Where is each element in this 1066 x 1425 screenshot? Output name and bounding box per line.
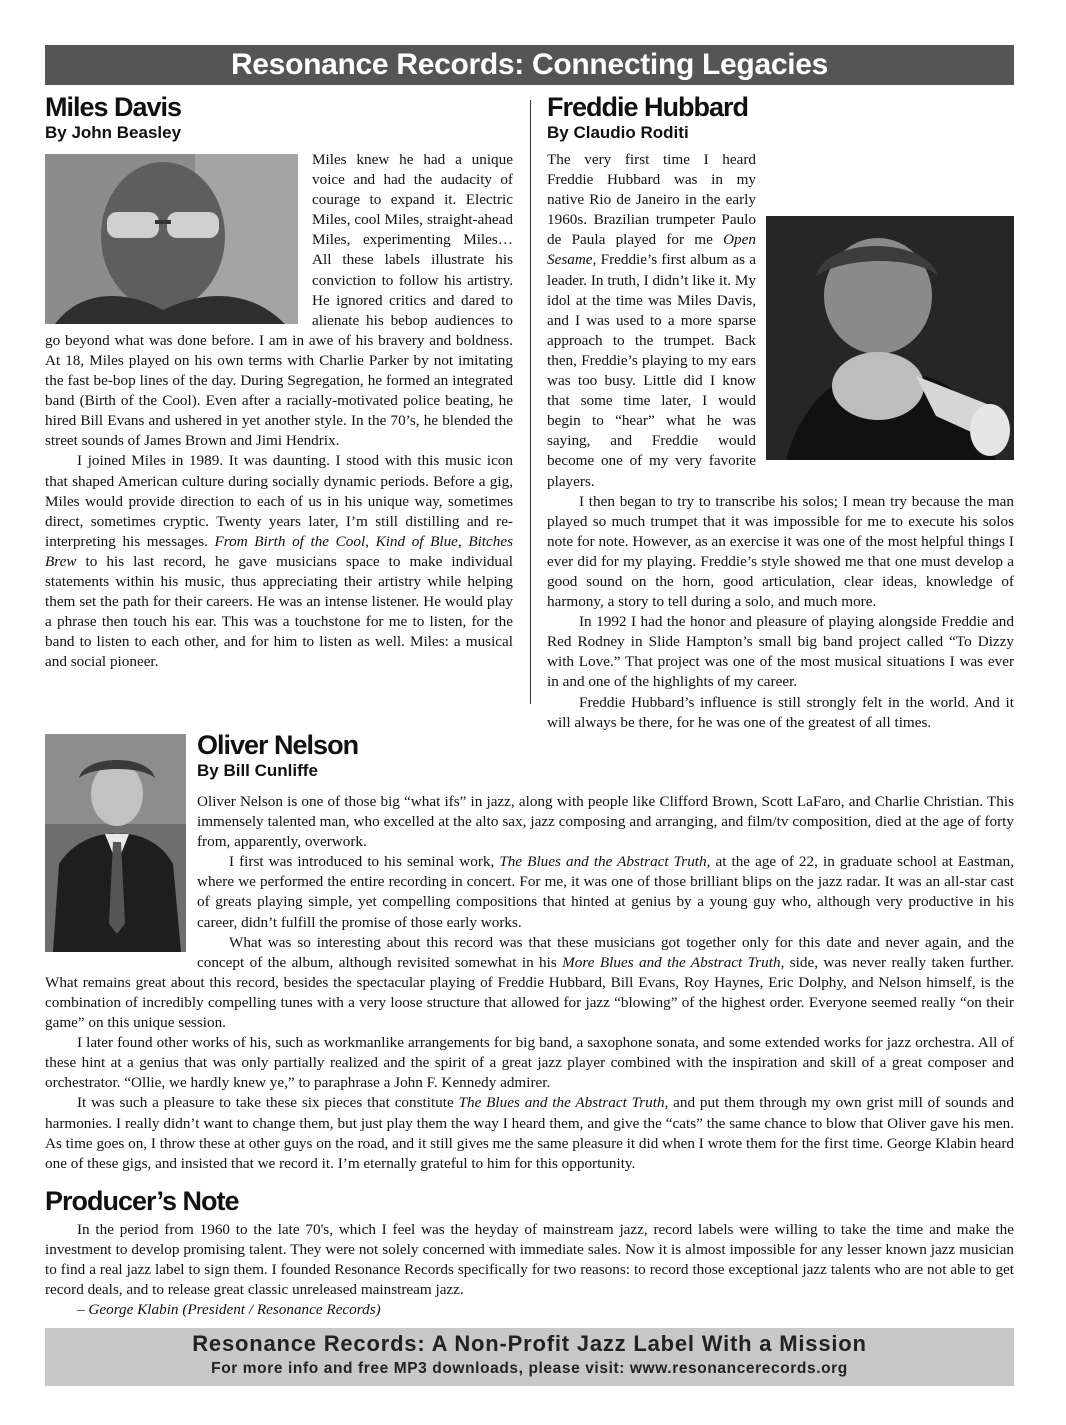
footer-banner [45, 1328, 1014, 1386]
page-banner: Resonance Records: Connecting Legacies [45, 45, 1014, 85]
signature: – George Klabin (President / Resonance Records) [77, 1301, 381, 1319]
article-heading: Oliver Nelson [197, 730, 359, 760]
article-oliver-nelson-header [197, 730, 597, 782]
paragraph: In 1992 I had the honor and pleasure of playing alongside Freddie and Red Rodney in Slide Hampton’s small big band project called “To Dizzy with Love.” That project was one of the most musical situations I was ever in and one of the highlights of my career. [547, 613, 1014, 691]
article-body [547, 150, 1014, 733]
footer-website-line: For more info and free MP3 downloads, please visit: www.resonancerecords.org [211, 1360, 848, 1377]
article-miles-davis [45, 92, 513, 672]
footer-tagline: Resonance Records: A Non-Profit Jazz Label With a Mission [192, 1331, 867, 1356]
paragraph: Freddie Hubbard’s influence is still strongly felt in the world. And it will always be there, for he was one of the greatest of all times. [547, 693, 1014, 731]
paragraph: I then began to try to transcribe his solos; I mean try because the man played so much trumpet that it was impossible for me to execute his solos note for note. However, as an exercise it was one of the most helpful things I ever did for my playing. Freddie’s style showed me that one must develop a good sound on the horn, good articulation, clear ideas, knowledge of harmony, a story to tell during a solo, and much more. [547, 492, 1014, 611]
column-divider [530, 100, 531, 704]
paragraph: The very first time I heard Freddie Hubbard was in my native Rio de Janeiro in the early 1960s. Brazilian trumpeter Paulo de Paula played for me Open Sesame, Freddie’s first album as a leader. In truth, I didn’t like it. My idol at the time was Miles Davis, and I was used to a more sparse approach to the trumpet. Back then, Freddie’s playing to my ears was too busy. Little did I know that some time later, I would begin to “hear” what he was saying, and Freddie would become one of my very favorite players. [547, 151, 756, 490]
paragraph: I later found other works of his, such as workmanlike arrangements for big band, a saxophone sonata, and some extended works for jazz orchestra. All of these hint at a genius that was only partially realized and the spirit of a great jazz player combined with the inspiration and skill of a great composer and orchestrator. “Ollie, we hardly knew ye,” to paraphrase a John F. Kennedy admirer. [45, 1034, 1014, 1092]
article-heading: Freddie Hubbard [547, 92, 749, 122]
paragraph: In the period from 1960 to the late 70's, which I feel was the heyday of mainstream jazz, record labels were willing to take the time and make the investment to develop promising talent. They were not solely concerned with immediate sales. Now it is almost impossible for any lesser known jazz musician to find a real jazz label to sign them. I founded Resonance Records specifically for two reasons: to record those exceptional jazz talents who are not able to get record deals, and to release great classic unreleased mainstream jazz. [45, 1221, 1014, 1299]
paragraph: Miles knew he had a unique voice and had the audacity of courage to expand it. Electric Miles, cool Miles, straight-ahead Miles, experimenting Miles… All these labels illustrate his conviction to follow his artistry. He ignored critics and dared to alienate his bebop audiences to go beyond what was done before. I am in awe of his bravery and boldness. At 18, Miles played on his own terms with Charlie Parker by not imitating the fast be-bop lines of the day. During Segregation, he formed an integrated band (Birth of the Cool). Even after a racially-motivated police beating, he hired Bill Evans and ushered in yet another style. In the 70’s, he blended the street sounds of James Brown and Jimi Hendrix. [45, 151, 513, 450]
article-heading: Miles Davis [45, 92, 182, 122]
article-byline: By Claudio Roditi [547, 123, 689, 142]
article-freddie-hubbard [547, 92, 1014, 733]
photo-spacer [45, 792, 197, 954]
article-byline: By Bill Cunliffe [197, 761, 318, 780]
miles-davis-author-photo [45, 154, 298, 324]
producers-note [45, 1186, 1014, 1320]
paragraph: I first was introduced to his seminal work, The Blues and the Abstract Truth, at the age of 22, in graduate school at Eastman, where we performed the entire recording in concert. For me, it was one of those brilliant blips on the jazz radar. It was an all-star cast of greats playing simple, yet compelling compositions that hinted at genius by a young guy who, although very productive in his career, didn’t fulfill the promise of those early works. [197, 853, 1015, 931]
article-byline: By John Beasley [45, 123, 182, 142]
paragraph: What was so interesting about this record was that these musicians got together only for this date and never again, and the concept of the album, although revisited somewhat in his More Blues and the Abstract Truth, side, was never really taken further. What remains great about this record, besides the spectacular playing of Freddie Hubbard, Bill Evans, Roy Haynes, Eric Dolphy, and Nelson himself, is the combination of incredibly compelling tunes with a very loose structure that allowed for jazz “blowing” of the highest order. Everyone seemed really “on their game” on this unique session. [45, 933, 1014, 1032]
paragraph: It was such a pleasure to take these six pieces that constitute The Blues and the Abstract Truth, and put them through my own grist mill of sounds and harmonies. I really didn’t want to change them, but just play them the way I heard them, and give the “cats” the same chance to blow that Oliver gave his men. As time goes on, I throw these at other guys on the road, and it still gives me the same pleasure it did when I wrote them for the first time. George Klabin heard one of these gigs, and insisted that we record it. I’m eternally grateful to him for this opportunity. [45, 1094, 1014, 1172]
article-body [45, 150, 513, 672]
paragraph: Oliver Nelson is one of those big “what ifs” in jazz, along with people like Clifford Brown, Scott LaFaro, and Charlie Christian. This immensely talented man, who excelled at the alto sax, jazz composing and arranging, and film/tv composition, died at the age of forty from, apparently, overwork. [197, 793, 1014, 851]
section-heading: Producer’s Note [45, 1186, 239, 1216]
freddie-hubbard-trumpet-photo [766, 216, 1014, 460]
section-body [45, 1220, 1014, 1320]
paragraph: I joined Miles in 1989. It was daunting. I stood with this music icon that shaped American culture during socially dynamic periods. Before a gig, Miles would provide direction to each of us in his unique way, sometimes direct, sometimes cryptic. Twenty years later, I’m still distilling and re-interpreting his messages. From Birth of the Cool, Kind of Blue, Bitches Brew to his last record, he gave musicians space to make individual statements within his music, thus appreciating their artistry while helping them set the path for their careers. He was an intense listener. He would play a phrase then touch his ear. This was a touchstone for me to listen, for the band to listen to each other, and for him to listen as well. Miles: a musical and social pioneer. [45, 452, 514, 671]
article-oliver-nelson-body [45, 792, 1014, 1174]
